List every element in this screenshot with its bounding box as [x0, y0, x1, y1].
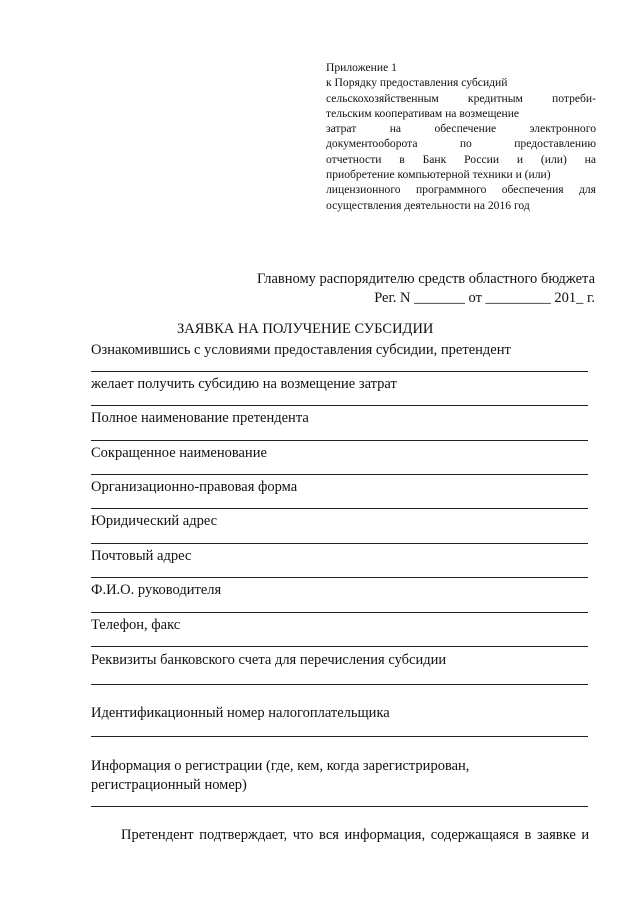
fill-line[interactable]: [91, 405, 588, 406]
full-name-label: Полное наименование претендента: [91, 410, 309, 426]
legal-address-label: Юридический адрес: [91, 513, 218, 529]
appendix-line: лицензионного программного обеспечения для: [326, 183, 596, 197]
appendix-line: затрат на обеспечение электронного: [326, 122, 596, 136]
form-title: ЗАЯВКА НА ПОЛУЧЕНИЕ СУБСИДИИ: [177, 321, 434, 337]
bank-details-line[interactable]: [91, 684, 588, 685]
inn-line[interactable]: [91, 736, 588, 737]
appendix-note: [326, 60, 596, 213]
phone-fax-line[interactable]: [91, 646, 588, 647]
legal-form-line[interactable]: [91, 508, 588, 509]
short-name-label: Сокращенное наименование: [91, 445, 267, 461]
appendix-line: Приложение 1: [326, 61, 397, 74]
full-name-line[interactable]: [91, 440, 588, 441]
addressee-block: [257, 270, 595, 308]
intro-text: Ознакомившись с условиями предоставления субсидии, претендент: [91, 342, 511, 358]
postal-address-label: Почтовый адрес: [91, 548, 192, 564]
director-line[interactable]: [91, 612, 588, 613]
appendix-line: осуществления деятельности на 2016 год: [326, 198, 530, 212]
inn-label: Идентификационный номер налогоплательщика: [91, 705, 390, 721]
registration-label: Информация о регистрации (где, кем, когда зарегистрирован,: [91, 758, 470, 774]
legal-form-label: Организационно-правовая форма: [91, 479, 298, 495]
appendix-line: приобретение компьютерной техники и (или): [326, 168, 551, 182]
short-name-line[interactable]: [91, 474, 588, 475]
appendix-line: сельскохозяйственным кредитным потреби-: [326, 91, 596, 105]
bank-details-label: Реквизиты банковского счета для перечисления субсидии: [91, 652, 447, 668]
wish-text: желает получить субсидию на возмещение затрат: [91, 376, 397, 392]
director-label: Ф.И.О. руководителя: [91, 582, 222, 598]
fill-line[interactable]: [91, 371, 588, 372]
appendix-line: отчетности в Банк России и (или) на: [326, 152, 596, 166]
confirmation-text: Претендент подтверждает, что вся информация, содержащаяся в заявке и: [121, 827, 590, 843]
registration-label-cont: регистрационный номер): [91, 777, 247, 793]
registration-line: Рег. N _______ от _________ 201_ г.: [374, 290, 595, 306]
postal-address-line[interactable]: [91, 577, 588, 578]
phone-fax-label: Телефон, факс: [91, 617, 181, 633]
registration-line[interactable]: [91, 806, 588, 807]
appendix-line: тельским кооперативам на возмещение: [326, 106, 520, 120]
addressee-line: Главному распорядителю средств областного бюджета: [256, 271, 595, 287]
appendix-line: документооборота по предоставлению: [326, 137, 596, 151]
legal-address-line[interactable]: [91, 543, 588, 544]
appendix-line: к Порядку предоставления субсидий: [326, 76, 508, 90]
